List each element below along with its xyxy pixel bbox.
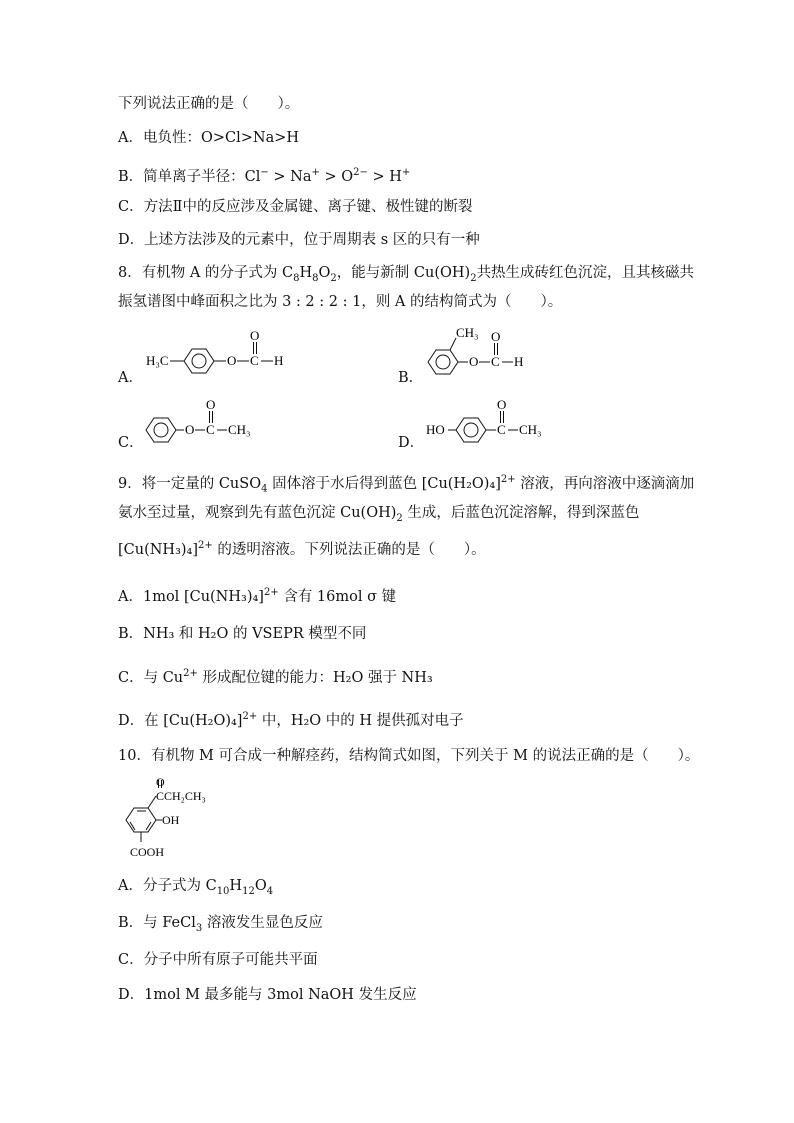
q9-option-d: D．在 $[Cu(H_2O)_4]^{2+}$ 中，H₂O 中的 H 提供孤对电子 [118,711,464,729]
svg-text:CH₃: CH₃ [519,422,542,437]
svg-text:C: C [491,354,500,369]
q9-option-a: A．1mol $[Cu(NH_3)_4]^{2+}$ 含有 16mol σ 键 [118,587,397,605]
q8-option-c-label: C． [118,435,144,451]
q8-option-d-structure [424,392,554,448]
q7-option-a: A．电负性：O>Cl>Na>H [118,130,300,146]
svg-text:O: O [206,397,216,412]
q9-stem-line1: 9．将一定量的 CuSO$_4$ 固体溶于水后得到蓝色 $[Cu(H_2O)_4]^{2+}$ 溶液，再向溶液中逐滴滴加 [118,474,695,495]
q8-option-b-label: B． [398,370,424,386]
svg-text:O: O [469,354,479,369]
q10-option-b: B．与 FeCl$_3$ 溶液发生显色反应 [118,915,323,934]
q10-option-d: D．1mol M 最多能与 3mol NaOH 发生反应 [118,987,417,1003]
q8-option-c-structure [142,392,262,448]
q10-structure [118,776,238,860]
svg-text:HO: HO [426,422,445,437]
svg-text:O: O [185,422,195,437]
svg-text:O: O [491,329,501,344]
q10-option-c: C．分子中所有原子可能共平面 [118,952,318,968]
svg-text:O: O [227,353,237,368]
svg-text:OH: OH [162,813,180,827]
svg-text:O: O [156,776,165,789]
q9-option-c: C．与 $Cu^{2+}$ 形成配位键的能力：H₂O 强于 NH₃ [118,668,433,686]
svg-text:H: H [514,354,524,369]
q9-stem-line3: $[Cu(NH_3)_4]^{2+}$ 的透明溶液。下列说法正确的是（ ）。 [118,540,486,558]
q8-option-d-label: D． [398,435,425,451]
q10-stem: 10．有机物 M 可合成一种解痉药，结构简式如图，下列关于 M 的说法正确的是（ ）。 [118,748,700,764]
q8-option-a-label: A． [118,370,143,386]
svg-text:O: O [250,328,260,343]
q7-stem: 下列说法正确的是（ ）。 [118,96,300,112]
q8-stem-line2: 振氢谱图中峰面积之比为 3 : 2 : 2 : 1，则 A 的结构简式为（ ）。 [118,294,563,310]
q7-option-b [118,163,410,187]
svg-text:O: O [497,397,507,412]
svg-text:C: C [497,422,506,437]
q9-stem-line2: 氨水至过量，观察到先有蓝色沉淀 $Cu(OH)_2$ 生成，后蓝色沉淀溶解，得到深蓝色 [118,505,640,524]
q7-option-c: C．方法Ⅱ中的反应涉及金属键、离子键、极性键的断裂 [118,199,473,215]
q8-stem-line1: 8．有机物 A 的分子式为 $C_8H_8O_2$，能与新制 $Cu(OH)_2$共热生成砖红色沉淀，且其核磁共 [118,265,695,284]
q7-option-b-prefix: B．简单离子半径： [118,168,245,185]
q8-option-a-structure [140,325,300,385]
svg-text:CH₃: CH₃ [456,325,479,340]
q9-option-b: B．NH₃ 和 H₂O 的 VSEPR 模型不同 [118,626,367,642]
svg-text:C: C [250,353,259,368]
svg-text:COOH: COOH [130,845,165,859]
q7-option-d: D．上述方法涉及的元素中，位于周期表 s 区的只有一种 [118,232,480,248]
q8-option-b-structure [420,322,550,384]
svg-text:H: H [274,353,284,368]
q10-option-a: A．分子式为 $C_{10}H_{12}O_4$ [118,878,274,897]
q7-option-b-formula: $Cl^- > Na^+ > O^{2-} > H^+$ [244,167,411,185]
svg-text:CH₃: CH₃ [228,422,251,437]
svg-text:H₃C: H₃C [146,353,169,368]
svg-text:CCH₂CH₃: CCH₂CH₃ [156,789,206,803]
svg-text:C: C [206,422,215,437]
